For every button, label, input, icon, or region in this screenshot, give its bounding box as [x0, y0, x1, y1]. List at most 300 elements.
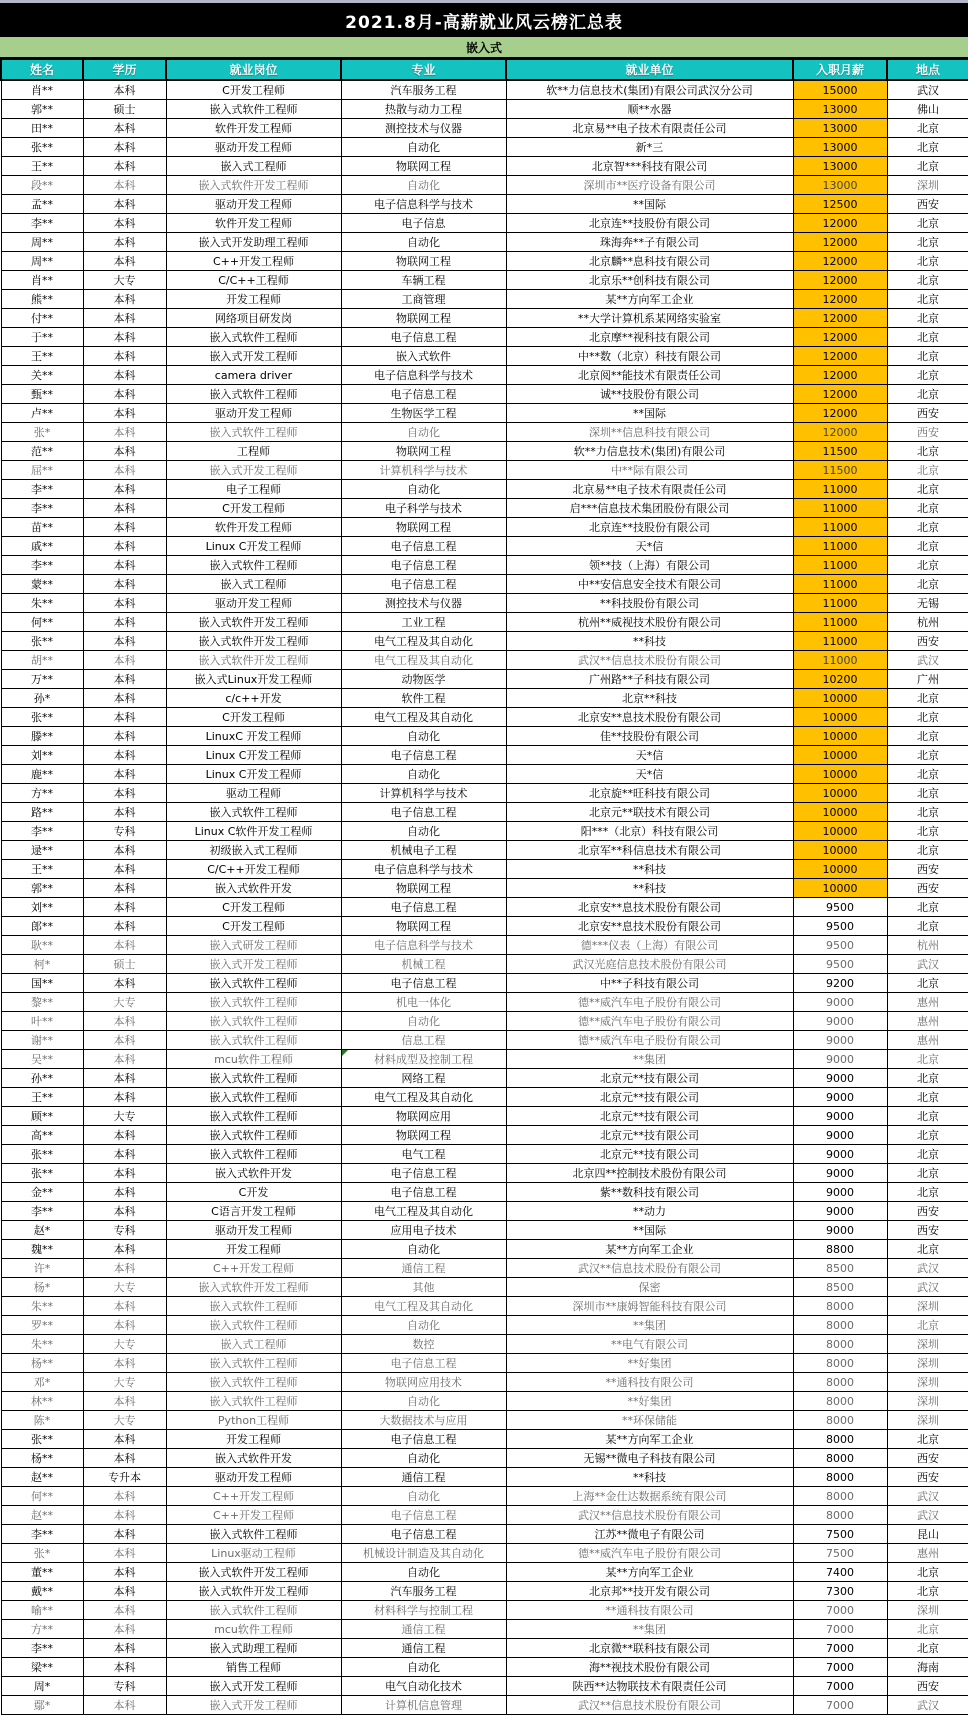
- cell-location[interactable]: 北京: [887, 328, 968, 347]
- cell-name[interactable]: 赵*: [1, 1221, 83, 1240]
- cell-location[interactable]: 西安: [887, 1202, 968, 1221]
- cell-salary[interactable]: 7500: [793, 1525, 887, 1544]
- cell-major[interactable]: 自动化: [341, 138, 506, 157]
- cell-company[interactable]: 海**视技术股份有限公司: [506, 1658, 793, 1677]
- cell-education[interactable]: 本科: [83, 214, 166, 233]
- cell-name[interactable]: 张**: [1, 1145, 83, 1164]
- cell-location[interactable]: 北京: [887, 898, 968, 917]
- cell-major[interactable]: 物联网工程: [341, 252, 506, 271]
- cell-major[interactable]: 自动化: [341, 1392, 506, 1411]
- cell-job[interactable]: 嵌入式软件工程师: [166, 1088, 341, 1107]
- cell-location[interactable]: 北京: [887, 1050, 968, 1069]
- cell-job[interactable]: 嵌入式软件工程师: [166, 423, 341, 442]
- cell-major[interactable]: 机械工程: [341, 955, 506, 974]
- cell-name[interactable]: 李**: [1, 822, 83, 841]
- cell-name[interactable]: 刘**: [1, 746, 83, 765]
- cell-education[interactable]: 本科: [83, 917, 166, 936]
- cell-salary[interactable]: 9000: [793, 1164, 887, 1183]
- cell-location[interactable]: 北京: [887, 1145, 968, 1164]
- cell-location[interactable]: 武汉: [887, 1487, 968, 1506]
- cell-salary[interactable]: 7300: [793, 1582, 887, 1601]
- cell-company[interactable]: 德**威汽车电子股份有限公司: [506, 1012, 793, 1031]
- cell-name[interactable]: 王**: [1, 157, 83, 176]
- cell-job[interactable]: C开发: [166, 1183, 341, 1202]
- cell-company[interactable]: 武汉**信息技术股份有限公司: [506, 1506, 793, 1525]
- cell-location[interactable]: 北京: [887, 461, 968, 480]
- cell-salary[interactable]: 7000: [793, 1620, 887, 1639]
- cell-major[interactable]: 电子信息工程: [341, 328, 506, 347]
- cell-name[interactable]: 范**: [1, 442, 83, 461]
- cell-job[interactable]: 嵌入式助理工程师: [166, 1639, 341, 1658]
- cell-job[interactable]: 嵌入式软件开发工程师: [166, 176, 341, 195]
- cell-major[interactable]: 测控技术与仪器: [341, 119, 506, 138]
- cell-location[interactable]: 惠州: [887, 993, 968, 1012]
- cell-salary[interactable]: 8000: [793, 1430, 887, 1449]
- cell-name[interactable]: 肖**: [1, 80, 83, 100]
- cell-company[interactable]: 北京麟**息科技有限公司: [506, 252, 793, 271]
- cell-major[interactable]: 电子信息工程: [341, 746, 506, 765]
- cell-major[interactable]: 工商管理: [341, 290, 506, 309]
- cell-education[interactable]: 本科: [83, 689, 166, 708]
- cell-location[interactable]: 西安: [887, 1221, 968, 1240]
- cell-education[interactable]: 本科: [83, 252, 166, 271]
- cell-education[interactable]: 硕士: [83, 100, 166, 119]
- cell-company[interactable]: 中**际有限公司: [506, 461, 793, 480]
- cell-location[interactable]: 西安: [887, 1449, 968, 1468]
- cell-salary[interactable]: 11000: [793, 632, 887, 651]
- cell-job[interactable]: 嵌入式软件开发工程师: [166, 632, 341, 651]
- cell-company[interactable]: 江苏**微电子有限公司: [506, 1525, 793, 1544]
- cell-name[interactable]: 杨**: [1, 1354, 83, 1373]
- cell-company[interactable]: 北京军**科信息技术有限公司: [506, 841, 793, 860]
- cell-education[interactable]: 本科: [83, 1012, 166, 1031]
- cell-job[interactable]: 嵌入式软件工程师: [166, 556, 341, 575]
- cell-major[interactable]: 物联网工程: [341, 917, 506, 936]
- cell-job[interactable]: C语言开发工程师: [166, 1202, 341, 1221]
- cell-location[interactable]: 北京: [887, 119, 968, 138]
- cell-major[interactable]: 应用电子技术: [341, 1221, 506, 1240]
- cell-name[interactable]: 柯*: [1, 955, 83, 974]
- cell-major[interactable]: 物联网工程: [341, 518, 506, 537]
- cell-location[interactable]: 北京: [887, 556, 968, 575]
- cell-location[interactable]: 北京: [887, 385, 968, 404]
- cell-location[interactable]: 深圳: [887, 1392, 968, 1411]
- sheet-tab-band[interactable]: [0, 37, 968, 58]
- cell-location[interactable]: 北京: [887, 347, 968, 366]
- cell-location[interactable]: 武汉: [887, 1259, 968, 1278]
- cell-education[interactable]: 本科: [83, 613, 166, 632]
- cell-job[interactable]: 嵌入式软件工程师: [166, 1107, 341, 1126]
- cell-location[interactable]: 北京: [887, 1430, 968, 1449]
- cell-education[interactable]: 本科: [83, 575, 166, 594]
- cell-company[interactable]: **集团: [506, 1050, 793, 1069]
- cell-major[interactable]: 其他: [341, 1278, 506, 1297]
- cell-company[interactable]: 北京元**联技术有限公司: [506, 803, 793, 822]
- cell-name[interactable]: 孙**: [1, 1069, 83, 1088]
- cell-company[interactable]: **国际: [506, 404, 793, 423]
- cell-major[interactable]: 电子信息科学与技术: [341, 860, 506, 879]
- cell-name[interactable]: 付**: [1, 309, 83, 328]
- cell-location[interactable]: 深圳: [887, 1354, 968, 1373]
- cell-education[interactable]: 本科: [83, 1506, 166, 1525]
- cell-company[interactable]: 北京元**技有限公司: [506, 1069, 793, 1088]
- cell-job[interactable]: 开发工程师: [166, 290, 341, 309]
- cell-job[interactable]: C开发工程师: [166, 708, 341, 727]
- cell-major[interactable]: 电子信息工程: [341, 537, 506, 556]
- cell-company[interactable]: 软**力信息技术(集团)有限公司武汉分公司: [506, 80, 793, 100]
- cell-location[interactable]: 北京: [887, 803, 968, 822]
- cell-location[interactable]: 惠州: [887, 1012, 968, 1031]
- cell-name[interactable]: 吴**: [1, 1050, 83, 1069]
- cell-job[interactable]: 嵌入式软件工程师: [166, 1297, 341, 1316]
- cell-company[interactable]: 新*三: [506, 138, 793, 157]
- cell-job[interactable]: camera driver: [166, 366, 341, 385]
- cell-salary[interactable]: 13000: [793, 176, 887, 195]
- cell-salary[interactable]: 12000: [793, 385, 887, 404]
- cell-name[interactable]: 鹿**: [1, 765, 83, 784]
- cell-location[interactable]: 北京: [887, 746, 968, 765]
- cell-education[interactable]: 本科: [83, 974, 166, 993]
- cell-job[interactable]: 电子工程师: [166, 480, 341, 499]
- cell-education[interactable]: 本科: [83, 670, 166, 689]
- column-header-education[interactable]: 学历: [83, 59, 166, 80]
- cell-education[interactable]: 大专: [83, 271, 166, 290]
- cell-company[interactable]: 保密: [506, 1278, 793, 1297]
- cell-name[interactable]: 戴**: [1, 1582, 83, 1601]
- cell-education[interactable]: 本科: [83, 784, 166, 803]
- cell-job[interactable]: 嵌入式工程师: [166, 157, 341, 176]
- cell-salary[interactable]: 11000: [793, 575, 887, 594]
- cell-major[interactable]: 电子信息工程: [341, 1183, 506, 1202]
- cell-company[interactable]: 某**方向军工企业: [506, 1240, 793, 1259]
- cell-major[interactable]: 电子信息工程: [341, 1430, 506, 1449]
- cell-job[interactable]: C开发工程师: [166, 917, 341, 936]
- cell-job[interactable]: C开发工程师: [166, 898, 341, 917]
- cell-salary[interactable]: 7000: [793, 1658, 887, 1677]
- cell-name[interactable]: 张**: [1, 138, 83, 157]
- cell-name[interactable]: 王**: [1, 347, 83, 366]
- cell-job[interactable]: Linux C开发工程师: [166, 746, 341, 765]
- cell-name[interactable]: 陈*: [1, 1411, 83, 1430]
- cell-job[interactable]: 嵌入式工程师: [166, 575, 341, 594]
- cell-education[interactable]: 本科: [83, 309, 166, 328]
- cell-salary[interactable]: 8000: [793, 1354, 887, 1373]
- cell-name[interactable]: 戚**: [1, 537, 83, 556]
- cell-salary[interactable]: 11000: [793, 613, 887, 632]
- cell-salary[interactable]: 12000: [793, 214, 887, 233]
- column-header-company[interactable]: 就业单位: [506, 59, 793, 80]
- cell-salary[interactable]: 13000: [793, 157, 887, 176]
- cell-job[interactable]: 嵌入式软件开发工程师: [166, 651, 341, 670]
- cell-job[interactable]: Linux驱动工程师: [166, 1544, 341, 1563]
- cell-company[interactable]: 中**安信息安全技术有限公司: [506, 575, 793, 594]
- cell-salary[interactable]: 9000: [793, 1069, 887, 1088]
- cell-major[interactable]: 物联网工程: [341, 879, 506, 898]
- cell-education[interactable]: 本科: [83, 176, 166, 195]
- cell-salary[interactable]: 8500: [793, 1259, 887, 1278]
- cell-company[interactable]: 启***信息技术集团股份有限公司: [506, 499, 793, 518]
- cell-major[interactable]: 自动化: [341, 1449, 506, 1468]
- cell-name[interactable]: 耿**: [1, 936, 83, 955]
- cell-name[interactable]: 刘**: [1, 898, 83, 917]
- cell-major[interactable]: 电子信息工程: [341, 898, 506, 917]
- cell-salary[interactable]: 8800: [793, 1240, 887, 1259]
- cell-education[interactable]: 本科: [83, 651, 166, 670]
- cell-location[interactable]: 西安: [887, 423, 968, 442]
- cell-company[interactable]: **科技: [506, 879, 793, 898]
- cell-company[interactable]: **电气有限公司: [506, 1335, 793, 1354]
- cell-company[interactable]: 深圳市**医疗设备有限公司: [506, 176, 793, 195]
- cell-name[interactable]: 方**: [1, 784, 83, 803]
- cell-major[interactable]: 自动化: [341, 480, 506, 499]
- cell-location[interactable]: 深圳: [887, 1297, 968, 1316]
- cell-location[interactable]: 深圳: [887, 176, 968, 195]
- cell-education[interactable]: 本科: [83, 1449, 166, 1468]
- cell-education[interactable]: 本科: [83, 1297, 166, 1316]
- cell-major[interactable]: 电气工程及其自动化: [341, 651, 506, 670]
- cell-salary[interactable]: 12000: [793, 233, 887, 252]
- cell-education[interactable]: 专科: [83, 1221, 166, 1240]
- cell-major[interactable]: 电子信息工程: [341, 1164, 506, 1183]
- cell-major[interactable]: 测控技术与仪器: [341, 594, 506, 613]
- cell-salary[interactable]: 10000: [793, 860, 887, 879]
- cell-name[interactable]: 逯**: [1, 841, 83, 860]
- cell-major[interactable]: 电气工程及其自动化: [341, 632, 506, 651]
- cell-name[interactable]: 顾**: [1, 1107, 83, 1126]
- cell-location[interactable]: 杭州: [887, 613, 968, 632]
- cell-major[interactable]: 自动化: [341, 1563, 506, 1582]
- cell-job[interactable]: 嵌入式研发工程师: [166, 936, 341, 955]
- cell-major[interactable]: 电子信息科学与技术: [341, 936, 506, 955]
- cell-location[interactable]: 北京: [887, 727, 968, 746]
- cell-education[interactable]: 本科: [83, 157, 166, 176]
- cell-major[interactable]: 物联网应用技术: [341, 1373, 506, 1392]
- cell-company[interactable]: 北京安**息技术股份有限公司: [506, 917, 793, 936]
- cell-location[interactable]: 北京: [887, 233, 968, 252]
- cell-name[interactable]: 李**: [1, 1525, 83, 1544]
- cell-salary[interactable]: 11500: [793, 461, 887, 480]
- cell-location[interactable]: 无锡: [887, 594, 968, 613]
- cell-major[interactable]: 机电一体化: [341, 993, 506, 1012]
- cell-location[interactable]: 北京: [887, 575, 968, 594]
- cell-company[interactable]: 北京邦**技开发有限公司: [506, 1582, 793, 1601]
- cell-company[interactable]: 某**方向军工企业: [506, 290, 793, 309]
- cell-major[interactable]: 计算机信息管理: [341, 1696, 506, 1715]
- cell-location[interactable]: 北京: [887, 1164, 968, 1183]
- cell-name[interactable]: 郎**: [1, 917, 83, 936]
- cell-company[interactable]: 北京易**电子技术有限责任公司: [506, 119, 793, 138]
- cell-company[interactable]: 武汉光庭信息技术股份有限公司: [506, 955, 793, 974]
- cell-education[interactable]: 本科: [83, 746, 166, 765]
- cell-job[interactable]: C++开发工程师: [166, 1506, 341, 1525]
- cell-salary[interactable]: 13000: [793, 100, 887, 119]
- cell-major[interactable]: 电气自动化技术: [341, 1677, 506, 1696]
- cell-salary[interactable]: 13000: [793, 119, 887, 138]
- cell-location[interactable]: 北京: [887, 1088, 968, 1107]
- cell-education[interactable]: 本科: [83, 765, 166, 784]
- cell-education[interactable]: 本科: [83, 385, 166, 404]
- cell-education[interactable]: 本科: [83, 898, 166, 917]
- cell-major[interactable]: 机械设计制造及其自动化: [341, 1544, 506, 1563]
- cell-name[interactable]: 卢**: [1, 404, 83, 423]
- cell-name[interactable]: 张**: [1, 1430, 83, 1449]
- cell-job[interactable]: 嵌入式软件开发: [166, 1449, 341, 1468]
- cell-location[interactable]: 北京: [887, 1563, 968, 1582]
- cell-major[interactable]: 电子信息工程: [341, 974, 506, 993]
- cell-salary[interactable]: 12000: [793, 328, 887, 347]
- cell-company[interactable]: 某**方向军工企业: [506, 1563, 793, 1582]
- cell-job[interactable]: 嵌入式软件工程师: [166, 803, 341, 822]
- cell-salary[interactable]: 9000: [793, 1107, 887, 1126]
- cell-salary[interactable]: 8000: [793, 1411, 887, 1430]
- cell-location[interactable]: 北京: [887, 1316, 968, 1335]
- cell-job[interactable]: C/C++开发工程师: [166, 860, 341, 879]
- cell-education[interactable]: 本科: [83, 556, 166, 575]
- cell-company[interactable]: 上海**金仕达数据系统有限公司: [506, 1487, 793, 1506]
- cell-company[interactable]: 顺**水器: [506, 100, 793, 119]
- cell-salary[interactable]: 7000: [793, 1601, 887, 1620]
- cell-education[interactable]: 本科: [83, 1126, 166, 1145]
- cell-company[interactable]: 深圳**信息科技有限公司: [506, 423, 793, 442]
- cell-company[interactable]: **集团: [506, 1316, 793, 1335]
- cell-education[interactable]: 本科: [83, 1525, 166, 1544]
- cell-salary[interactable]: 12000: [793, 290, 887, 309]
- cell-location[interactable]: 深圳: [887, 1601, 968, 1620]
- cell-name[interactable]: 赵**: [1, 1506, 83, 1525]
- cell-job[interactable]: 嵌入式Linux开发工程师: [166, 670, 341, 689]
- cell-major[interactable]: 电子信息工程: [341, 1525, 506, 1544]
- cell-major[interactable]: 工业工程: [341, 613, 506, 632]
- cell-education[interactable]: 本科: [83, 594, 166, 613]
- cell-company[interactable]: 德**威汽车电子股份有限公司: [506, 1544, 793, 1563]
- cell-location[interactable]: 武汉: [887, 955, 968, 974]
- cell-job[interactable]: 嵌入式开发助理工程师: [166, 233, 341, 252]
- cell-name[interactable]: 周**: [1, 233, 83, 252]
- cell-name[interactable]: 万**: [1, 670, 83, 689]
- cell-salary[interactable]: 7000: [793, 1677, 887, 1696]
- cell-job[interactable]: 网络项目研发岗: [166, 309, 341, 328]
- cell-job[interactable]: 嵌入式工程师: [166, 1335, 341, 1354]
- cell-salary[interactable]: 9500: [793, 936, 887, 955]
- cell-education[interactable]: 本科: [83, 328, 166, 347]
- cell-name[interactable]: 周*: [1, 1677, 83, 1696]
- cell-education[interactable]: 本科: [83, 423, 166, 442]
- cell-location[interactable]: 西安: [887, 195, 968, 214]
- cell-education[interactable]: 本科: [83, 442, 166, 461]
- cell-major[interactable]: 自动化: [341, 727, 506, 746]
- cell-company[interactable]: 北京安**息技术股份有限公司: [506, 898, 793, 917]
- cell-education[interactable]: 本科: [83, 119, 166, 138]
- cell-job[interactable]: C++开发工程师: [166, 1487, 341, 1506]
- cell-job[interactable]: 嵌入式软件工程师: [166, 974, 341, 993]
- cell-name[interactable]: 朱**: [1, 594, 83, 613]
- cell-company[interactable]: 北京元**技有限公司: [506, 1145, 793, 1164]
- cell-major[interactable]: 电子信息工程: [341, 803, 506, 822]
- cell-job[interactable]: 嵌入式软件工程师: [166, 1031, 341, 1050]
- cell-major[interactable]: 电子信息科学与技术: [341, 195, 506, 214]
- cell-company[interactable]: 北京连**技股份有限公司: [506, 518, 793, 537]
- cell-job[interactable]: 嵌入式开发工程师: [166, 461, 341, 480]
- cell-company[interactable]: 天*信: [506, 537, 793, 556]
- cell-salary[interactable]: 10000: [793, 784, 887, 803]
- cell-company[interactable]: 紫**数科技有限公司: [506, 1183, 793, 1202]
- cell-salary[interactable]: 15000: [793, 80, 887, 100]
- cell-name[interactable]: 国**: [1, 974, 83, 993]
- cell-major[interactable]: 电气工程及其自动化: [341, 1088, 506, 1107]
- cell-salary[interactable]: 8500: [793, 1278, 887, 1297]
- cell-education[interactable]: 专科: [83, 1677, 166, 1696]
- cell-name[interactable]: 关**: [1, 366, 83, 385]
- cell-education[interactable]: 本科: [83, 290, 166, 309]
- cell-location[interactable]: 北京: [887, 784, 968, 803]
- cell-salary[interactable]: 8000: [793, 1449, 887, 1468]
- cell-company[interactable]: 广州路**子科技有限公司: [506, 670, 793, 689]
- cell-education[interactable]: 硕士: [83, 955, 166, 974]
- cell-name[interactable]: 李**: [1, 1202, 83, 1221]
- cell-education[interactable]: 本科: [83, 1392, 166, 1411]
- cell-education[interactable]: 本科: [83, 1183, 166, 1202]
- cell-major[interactable]: 自动化: [341, 176, 506, 195]
- cell-job[interactable]: 嵌入式软件开发工程师: [166, 1563, 341, 1582]
- cell-education[interactable]: 专科: [83, 822, 166, 841]
- cell-company[interactable]: 深圳市**康姆智能科技有限公司: [506, 1297, 793, 1316]
- cell-job[interactable]: 工程师: [166, 442, 341, 461]
- cell-education[interactable]: 本科: [83, 1050, 166, 1069]
- cell-name[interactable]: 李**: [1, 214, 83, 233]
- cell-name[interactable]: 谢**: [1, 1031, 83, 1050]
- cell-education[interactable]: 本科: [83, 461, 166, 480]
- cell-major[interactable]: 电子信息工程: [341, 1506, 506, 1525]
- cell-job[interactable]: 嵌入式软件开发工程师: [166, 1582, 341, 1601]
- cell-job[interactable]: 嵌入式软件工程师: [166, 1145, 341, 1164]
- cell-location[interactable]: 北京: [887, 442, 968, 461]
- cell-salary[interactable]: 7000: [793, 1696, 887, 1715]
- cell-salary[interactable]: 7000: [793, 1639, 887, 1658]
- cell-job[interactable]: 嵌入式软件开发工程师: [166, 613, 341, 632]
- cell-company[interactable]: 北京元**技有限公司: [506, 1126, 793, 1145]
- cell-salary[interactable]: 10000: [793, 841, 887, 860]
- cell-location[interactable]: 西安: [887, 404, 968, 423]
- cell-major[interactable]: 嵌入式软件: [341, 347, 506, 366]
- cell-location[interactable]: 广州: [887, 670, 968, 689]
- cell-major[interactable]: 物联网工程: [341, 309, 506, 328]
- cell-name[interactable]: 林**: [1, 1392, 83, 1411]
- cell-name[interactable]: 孙*: [1, 689, 83, 708]
- cell-education[interactable]: 本科: [83, 1088, 166, 1107]
- cell-name[interactable]: 鄢*: [1, 1696, 83, 1715]
- cell-name[interactable]: 何**: [1, 613, 83, 632]
- cell-location[interactable]: 海南: [887, 1658, 968, 1677]
- cell-company[interactable]: **动力: [506, 1202, 793, 1221]
- cell-salary[interactable]: 11000: [793, 594, 887, 613]
- cell-location[interactable]: 惠州: [887, 1544, 968, 1563]
- cell-salary[interactable]: 11500: [793, 442, 887, 461]
- cell-location[interactable]: 惠州: [887, 1031, 968, 1050]
- cell-location[interactable]: 北京: [887, 157, 968, 176]
- cell-location[interactable]: 西安: [887, 632, 968, 651]
- cell-salary[interactable]: 9000: [793, 1012, 887, 1031]
- cell-job[interactable]: 嵌入式软件开发工程师: [166, 1278, 341, 1297]
- cell-name[interactable]: 李**: [1, 480, 83, 499]
- cell-job[interactable]: 销售工程师: [166, 1658, 341, 1677]
- cell-name[interactable]: 胡**: [1, 651, 83, 670]
- cell-major[interactable]: 电气工程及其自动化: [341, 1202, 506, 1221]
- cell-company[interactable]: **科技: [506, 1468, 793, 1487]
- cell-name[interactable]: 朱**: [1, 1335, 83, 1354]
- cell-job[interactable]: Linux C开发工程师: [166, 765, 341, 784]
- cell-salary[interactable]: 10000: [793, 765, 887, 784]
- cell-major[interactable]: 计算机科学与技术: [341, 784, 506, 803]
